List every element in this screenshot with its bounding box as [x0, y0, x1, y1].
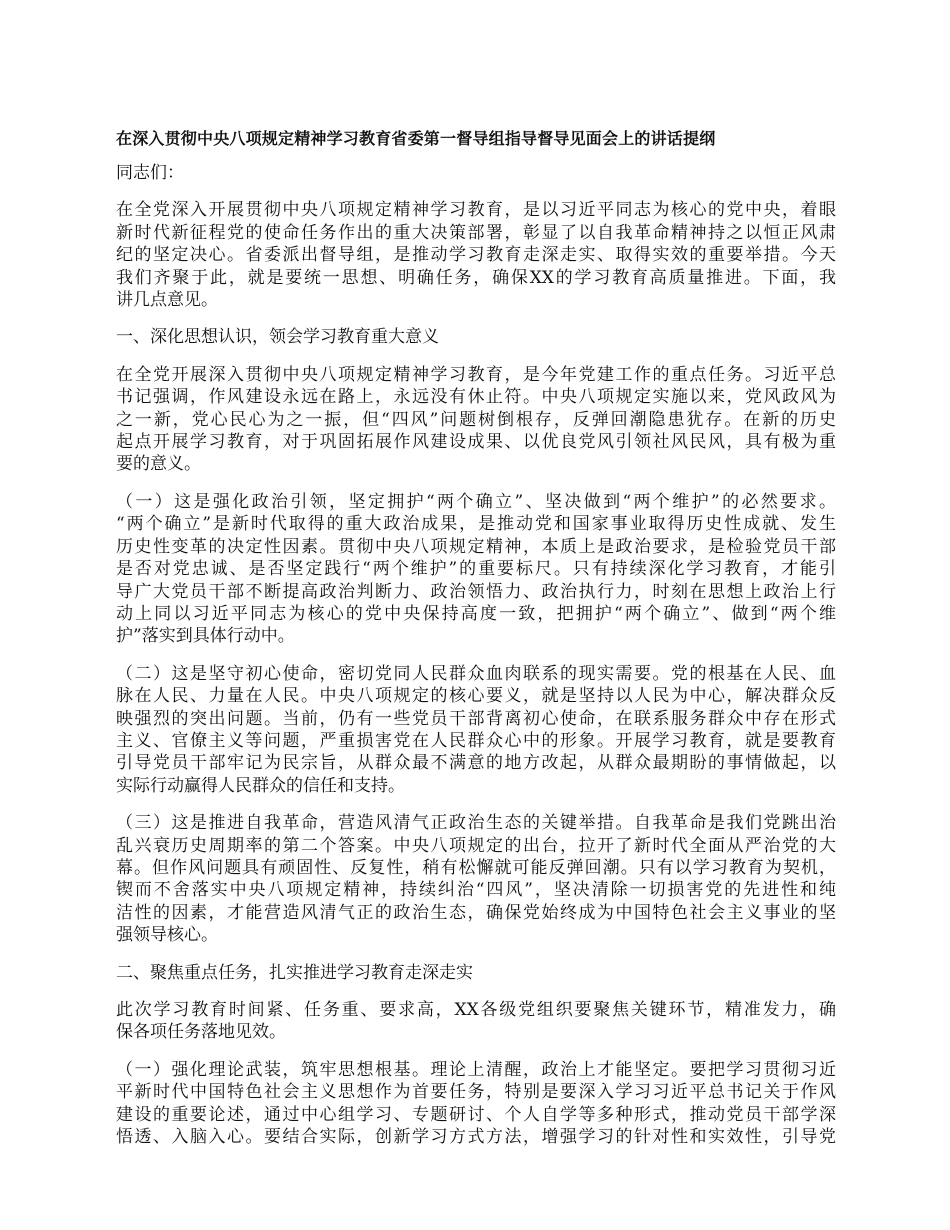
- text-line: 导广大党员干部不断提高政治判断力、政治领悟力、政治执行力，时刻在思想上政治上行: [116, 581, 836, 602]
- text-line: （一）强化理论武装，筑牢思想根基。理论上清醒，政治上才能坚定。要把学习贯彻习近: [116, 1059, 836, 1080]
- section-heading-2: [116, 962, 836, 984]
- document-title: 在深入贯彻中央八项规定精神学习教育省委第一督导组指导督导见面会上的讲话提纲: [116, 129, 716, 148]
- section-1-paragraph: [116, 364, 836, 476]
- text-line: 是否对党忠诚、是否坚定践行“两个维护”的重要标尺。只有持续深化学习教育，才能引: [116, 559, 836, 580]
- text-line: 要的意义。: [116, 454, 201, 475]
- text-line: 历史性变革的决定性因素。贯彻中央八项规定精神，本质上是政治要求，是检验党员干部: [116, 536, 836, 557]
- text-line: 二、聚焦重点任务，扎实推进学习教育走深走实: [116, 962, 473, 983]
- text-line: 建设的重要论述，通过中心组学习、专题研讨、个人自学等多种形式，推动党员干部学深: [116, 1104, 836, 1125]
- text-line: 此次学习教育时间紧、任务重、要求高，XX各级党组织要聚焦关键环节，精准发力，确: [116, 1000, 836, 1020]
- text-line: 脉在人民、力量在人民。中央八项规定的核心要义，就是坚持以人民为中心，解决群众反: [116, 686, 836, 707]
- text-line: 实际行动赢得人民群众的信任和支持。: [116, 775, 405, 796]
- text-line: 我们齐聚于此，就是要统一思想、明确任务，确保XX的学习教育高质量推进。下面，我: [116, 267, 836, 288]
- document-page: [116, 128, 836, 1163]
- text-line: （三）这是推进自我革命，营造风清气正政治生态的关键举措。自我革命是我们党跳出治: [116, 813, 836, 834]
- text-line: “两个确立”是新时代取得的重大政治成果，是推动党和国家事业取得历史性成就、发生: [116, 514, 836, 535]
- text-line: 护”落实到具体行动中。: [116, 626, 295, 647]
- text-line: 乱兴衰历史周期率的第二个答案。中央八项规定的出台，拉开了新时代全面从严治党的大: [116, 835, 836, 856]
- text-line: 平新时代中国特色社会主义思想作为首要任务，特别是要深入学习习近平总书记关于作风: [116, 1082, 836, 1103]
- point-2-paragraph: [116, 663, 836, 797]
- text-line: 洁性的因素，才能营造风清气正的政治生态，确保党始终成为中国特色社会主义事业的坚: [116, 902, 836, 923]
- text-line: 之一新，党心民心为之一振，但“四风”问题树倒根存，反弹回潮隐患犹存。在新的历史: [116, 409, 836, 430]
- section-heading-1: [116, 326, 836, 348]
- text-line: 动上同以习近平同志为核心的党中央保持高度一致，把拥护“两个确立”、做到“两个维: [116, 603, 836, 624]
- text-line: （一）这是强化政治引领，坚定拥护“两个确立”、坚决做到“两个维护”的必然要求。: [116, 491, 836, 512]
- text-line: 一、深化思想认识，领会学习教育重大意义: [116, 327, 439, 348]
- text-line: 主义、官僚主义等问题，严重损害党在人民群众心中的形象。开展学习教育，就是要教育: [116, 730, 836, 751]
- task-1-paragraph: [116, 1059, 836, 1149]
- point-3-paragraph: [116, 812, 836, 946]
- text-line: 新时代新征程党的使命任务作出的重大决策部署，彰显了以自我革命精神持之以恒正风肃: [116, 222, 836, 243]
- text-line: 在全党开展深入贯彻中央八项规定精神学习教育，是今年党建工作的重点任务。习近平总: [116, 364, 836, 385]
- text-line: 引导党员干部牢记为民宗旨，从群众最不满意的地方改起，从群众最期盼的事情做起，以: [116, 753, 836, 774]
- text-line: （二）这是坚守初心使命，密切党同人民群众血肉联系的现实需要。党的根基在人民、血: [116, 663, 836, 684]
- text-line: 强领导核心。: [116, 925, 218, 946]
- salutation: [116, 162, 836, 184]
- document-body: [116, 162, 836, 1148]
- intro-paragraph: [116, 199, 836, 311]
- text-line: 起点开展学习教育，对于巩固拓展作风建设成果、以优良党风引领社风民风，具有极为重: [116, 432, 836, 453]
- text-line: 锲而不舍落实中央八项规定精神，持续纠治“四风”，坚决清除一切损害党的先进性和纯: [116, 880, 836, 901]
- text-line: 在全党深入开展贯彻中央八项规定精神学习教育，是以习近平同志为核心的党中央，着眼: [116, 200, 836, 221]
- text-line: 书记强调，作风建设永远在路上，永远没有休止符。中央八项规定实施以来，党风政风为: [116, 387, 836, 408]
- text-line: 幕。但作风问题具有顽固性、反复性，稍有松懈就可能反弹回潮。只有以学习教育为契机，: [116, 857, 836, 878]
- text-line: 映强烈的突出问题。当前，仍有一些党员干部背离初心使命，在联系服务群众中存在形式: [116, 708, 836, 729]
- section-2-paragraph: [116, 999, 836, 1044]
- point-1-paragraph: [116, 491, 836, 648]
- text-line: 保各项任务落地见效。: [116, 1022, 286, 1043]
- text-line: 悟透、入脑入心。要结合实际，创新学习方式方法，增强学习的针对性和实效性，引导党: [116, 1127, 836, 1148]
- text-line: 纪的坚定决心。省委派出督导组，是推动学习教育走深走实、取得实效的重要举措。今天: [116, 245, 836, 266]
- text-line: 讲几点意见。: [116, 290, 218, 311]
- text-line: 同志们：: [116, 163, 184, 183]
